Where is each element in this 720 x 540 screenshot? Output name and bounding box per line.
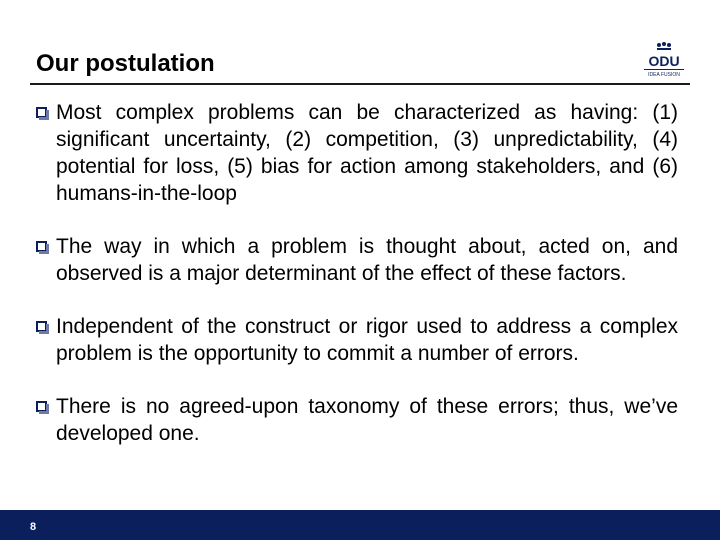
logo-wordmark: ODU xyxy=(648,53,680,69)
footer-bar xyxy=(0,510,720,540)
bullet-list xyxy=(36,99,678,447)
title-divider xyxy=(30,83,690,85)
checkbox-bullet-icon xyxy=(36,241,49,254)
bullet-text: There is no agreed-upon taxonomy of these errors; thus, we’ve developed one. xyxy=(56,395,678,445)
checkbox-bullet-icon xyxy=(36,401,49,414)
checkbox-bullet-icon xyxy=(36,321,49,334)
bullet-item xyxy=(36,393,678,447)
checkbox-bullet-icon xyxy=(36,107,49,120)
bullet-item xyxy=(36,233,678,287)
bullet-text: Most complex problems can be characterized as having: (1) significant uncertainty, (2) competition, (3) unpredictability, (4) potential for loss, (5) bias for action among stakeholders, and (6) humans-in-the-loop xyxy=(56,101,678,205)
slide-title: Our postulation xyxy=(36,50,215,77)
bullet-item xyxy=(36,313,678,367)
odu-logo xyxy=(640,40,688,80)
crown-icon xyxy=(657,42,671,50)
bullet-text: The way in which a problem is thought about, acted on, and observed is a major determinant of the effect of these factors. xyxy=(56,235,678,285)
page-number: 8 xyxy=(30,521,37,533)
bullet-text: Independent of the construct or rigor used to address a complex problem is the opportunity to commit a number of errors. xyxy=(56,315,678,365)
logo-tagline: IDEA FUSION xyxy=(648,72,680,78)
bullet-item xyxy=(36,99,678,207)
